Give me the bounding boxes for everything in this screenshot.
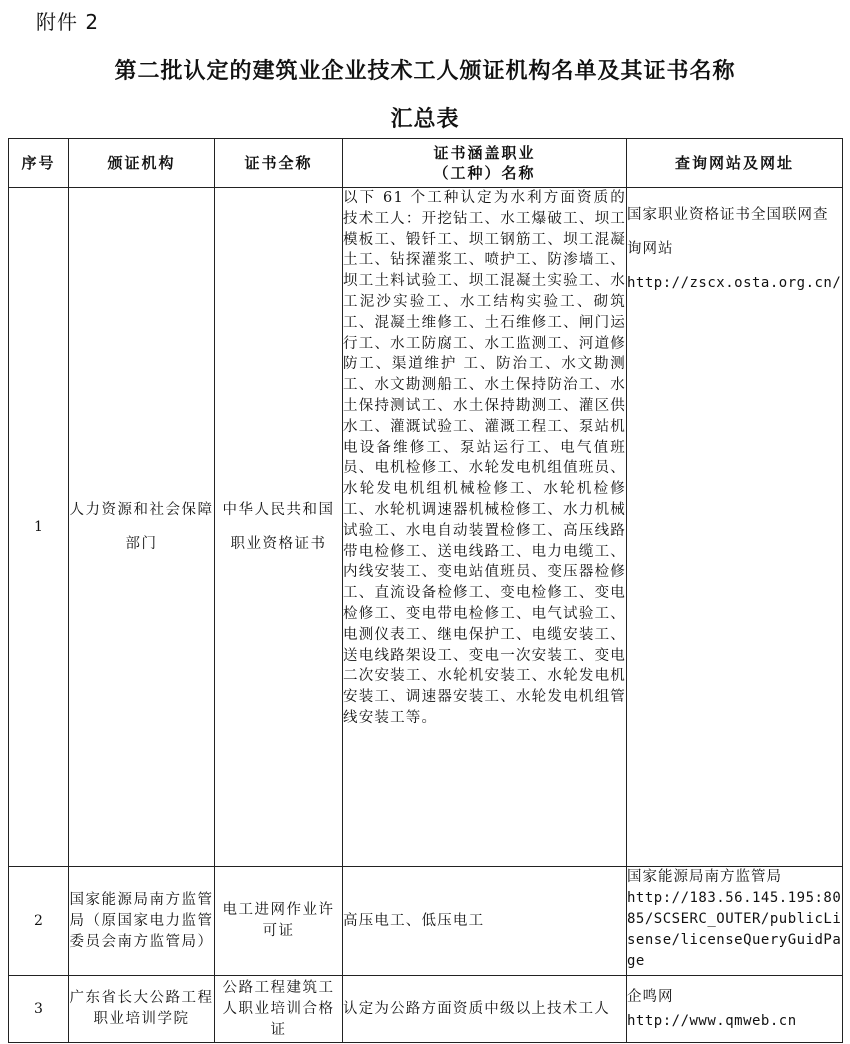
row-cert: 公路工程建筑工人职业培训合格证	[215, 976, 343, 1043]
row-org: 人力资源和社会保障部门	[69, 188, 215, 867]
site-url-link[interactable]: http://183.56.145.195:8085/SCSERC_OUTER/publicLisense/licenseQueryGuidPage	[627, 890, 842, 969]
row-occupations: 以下 61 个工种认定为水利方面资质的技术工人：开挖钻工、水工爆破工、坝工模板工、锻钎工、坝工钢筋工、坝工混凝土工、钻探灌浆工、喷护工、防渗墙工、坝工土料试验工、坝工混凝土实验工、水工泥沙实验工、水工结构实验工、砌筑工、混凝土维修工、土石维修工、闸门运行工、水工防腐工、水工监测工、河道修防工、渠道维护 工、防治工、水文勘测工、水文勘测船工、水土保持防治工、水土保持测试工、水土保持勘测工、灌区供水工、灌溉试验工、灌溉工程工、泵站机电设备维修工、泵站运行工、电气值班员、电机检修工、水轮发电机组值班员、水轮发电机组机械检修工、水轮机检修工、水轮机调速器机械检修工、水力机械试验工、水电自动装置检修工、高压线路带电检修工、送电线路工、电力电缆工、内线安装工、变电站值班员、变压器检修工、直流设备检修工、变电检修工、变电检修工、变电带电检修工、电气试验工、电测仪表工、继电保护工、电缆安装工、送电线路架设工、变电一次安装工、变电二次安装工、水轮机安装工、水轮发电机安装工、调速器安装工、水轮发电机组管线安装工等。	[343, 188, 627, 867]
row-site	[627, 188, 843, 867]
row-occupations: 高压电工、低压电工	[343, 867, 627, 976]
table-row	[9, 188, 843, 867]
site-name: 企鸣网	[627, 989, 674, 1005]
header-cert: 证书全称	[215, 139, 343, 188]
row-occupations: 认定为公路方面资质中级以上技术工人	[343, 976, 627, 1043]
header-occupations	[343, 139, 627, 188]
row-number: 2	[9, 867, 69, 976]
site-url-link[interactable]: http://zscx.osta.org.cn/	[627, 275, 842, 291]
row-cert: 中华人民共和国职业资格证书	[215, 188, 343, 867]
table-row	[9, 867, 843, 976]
attachment-label: 附件 2	[36, 10, 100, 34]
document-subtitle: 汇总表	[390, 107, 460, 132]
table-row	[9, 976, 843, 1043]
row-number: 1	[9, 188, 69, 867]
row-org: 国家能源局南方监管局（原国家电力监管委员会南方监管局）	[69, 867, 215, 976]
row-site	[627, 867, 843, 976]
site-url-link[interactable]: http://www.qmweb.cn	[627, 1013, 797, 1029]
row-org: 广东省长大公路工程职业培训学院	[69, 976, 215, 1043]
site-name: 国家能源局南方监管局	[627, 869, 782, 885]
header-occupations-line2: （工种）名称	[433, 164, 536, 182]
header-no: 序号	[9, 139, 69, 188]
header-site: 查询网站及网址	[627, 139, 843, 188]
summary-table	[8, 138, 843, 1043]
row-number: 3	[9, 976, 69, 1043]
header-occupations-line1: 证书涵盖职业	[433, 144, 536, 162]
header-org: 颁证机构	[69, 139, 215, 188]
row-site	[627, 976, 843, 1043]
row-cert: 电工进网作业许可证	[215, 867, 343, 976]
table-header-row	[9, 139, 843, 188]
site-name: 国家职业资格证书全国联网查询网站	[627, 207, 829, 257]
document-title: 第二批认定的建筑业企业技术工人颁证机构名单及其证书名称	[114, 59, 736, 84]
